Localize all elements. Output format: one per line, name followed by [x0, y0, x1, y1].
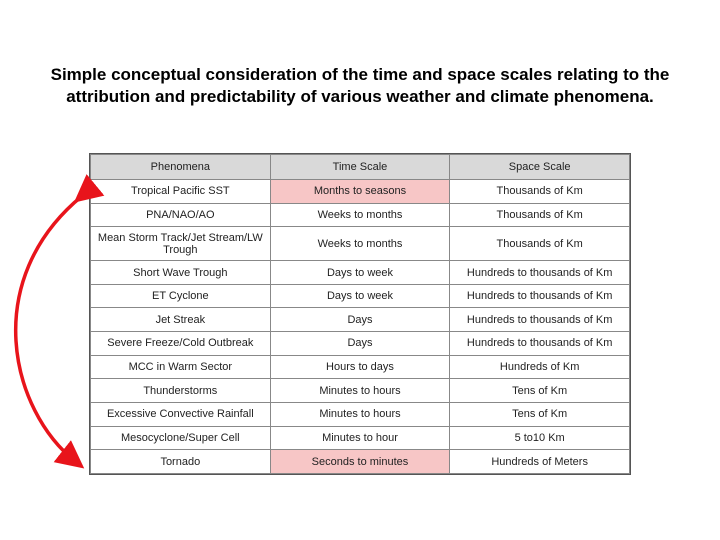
table-row	[91, 203, 630, 227]
cell-phenomena: Jet Streak	[91, 308, 271, 332]
cell-time-scale: Weeks to months	[270, 203, 450, 227]
cell-time-scale-highlighted: Months to seasons	[270, 180, 450, 204]
cell-time-scale: Days to week	[270, 261, 450, 285]
cell-space-scale: Hundreds of Km	[450, 355, 630, 379]
cell-phenomena: ET Cyclone	[91, 284, 271, 308]
table-row	[91, 355, 630, 379]
cell-space-scale: Hundreds to thousands of Km	[450, 261, 630, 285]
arrow-path	[16, 196, 82, 462]
cell-time-scale: Minutes to hours	[270, 403, 450, 427]
scales-table	[90, 154, 630, 474]
cell-space-scale: Thousands of Km	[450, 203, 630, 227]
header-space-scale: Space Scale	[450, 155, 630, 180]
cell-phenomena: Severe Freeze/Cold Outbreak	[91, 332, 271, 356]
cell-space-scale: Thousands of Km	[450, 180, 630, 204]
cell-phenomena: PNA/NAO/AO	[91, 203, 271, 227]
header-time-scale: Time Scale	[270, 155, 450, 180]
table-row	[91, 379, 630, 403]
cell-space-scale: Thousands of Km	[450, 227, 630, 261]
table-row	[91, 426, 630, 450]
table-row	[91, 450, 630, 474]
cell-space-scale: Hundreds to thousands of Km	[450, 308, 630, 332]
cell-phenomena: Excessive Convective Rainfall	[91, 403, 271, 427]
cell-time-scale-highlighted: Seconds to minutes	[270, 450, 450, 474]
slide-title: Simple conceptual consideration of the time and space scales relating to the attribution and predictability of various weather and climate phenomena.	[50, 65, 670, 106]
cell-time-scale: Weeks to months	[270, 227, 450, 261]
cell-phenomena: MCC in Warm Sector	[91, 355, 271, 379]
table-row	[91, 180, 630, 204]
cell-phenomena: Thunderstorms	[91, 379, 271, 403]
cell-phenomena: Mean Storm Track/Jet Stream/LW Trough	[91, 227, 271, 261]
cell-time-scale: Days	[270, 332, 450, 356]
cell-space-scale: Tens of Km	[450, 403, 630, 427]
table-row	[91, 227, 630, 261]
scales-table-container	[89, 153, 631, 475]
cell-phenomena: Short Wave Trough	[91, 261, 271, 285]
cell-space-scale: Hundreds of Meters	[450, 450, 630, 474]
table-header-row	[91, 155, 630, 180]
cell-space-scale: Hundreds to thousands of Km	[450, 284, 630, 308]
header-phenomena: Phenomena	[91, 155, 271, 180]
cell-time-scale: Days to week	[270, 284, 450, 308]
cell-phenomena: Tropical Pacific SST	[91, 180, 271, 204]
table-row	[91, 284, 630, 308]
cell-space-scale: 5 to10 Km	[450, 426, 630, 450]
cell-time-scale: Minutes to hours	[270, 379, 450, 403]
table-row	[91, 308, 630, 332]
cell-time-scale: Hours to days	[270, 355, 450, 379]
table-row	[91, 261, 630, 285]
cell-time-scale: Minutes to hour	[270, 426, 450, 450]
cell-space-scale: Hundreds to thousands of Km	[450, 332, 630, 356]
table-row	[91, 403, 630, 427]
cell-space-scale: Tens of Km	[450, 379, 630, 403]
cell-time-scale: Days	[270, 308, 450, 332]
cell-phenomena: Tornado	[91, 450, 271, 474]
cell-phenomena: Mesocyclone/Super Cell	[91, 426, 271, 450]
table-row	[91, 332, 630, 356]
